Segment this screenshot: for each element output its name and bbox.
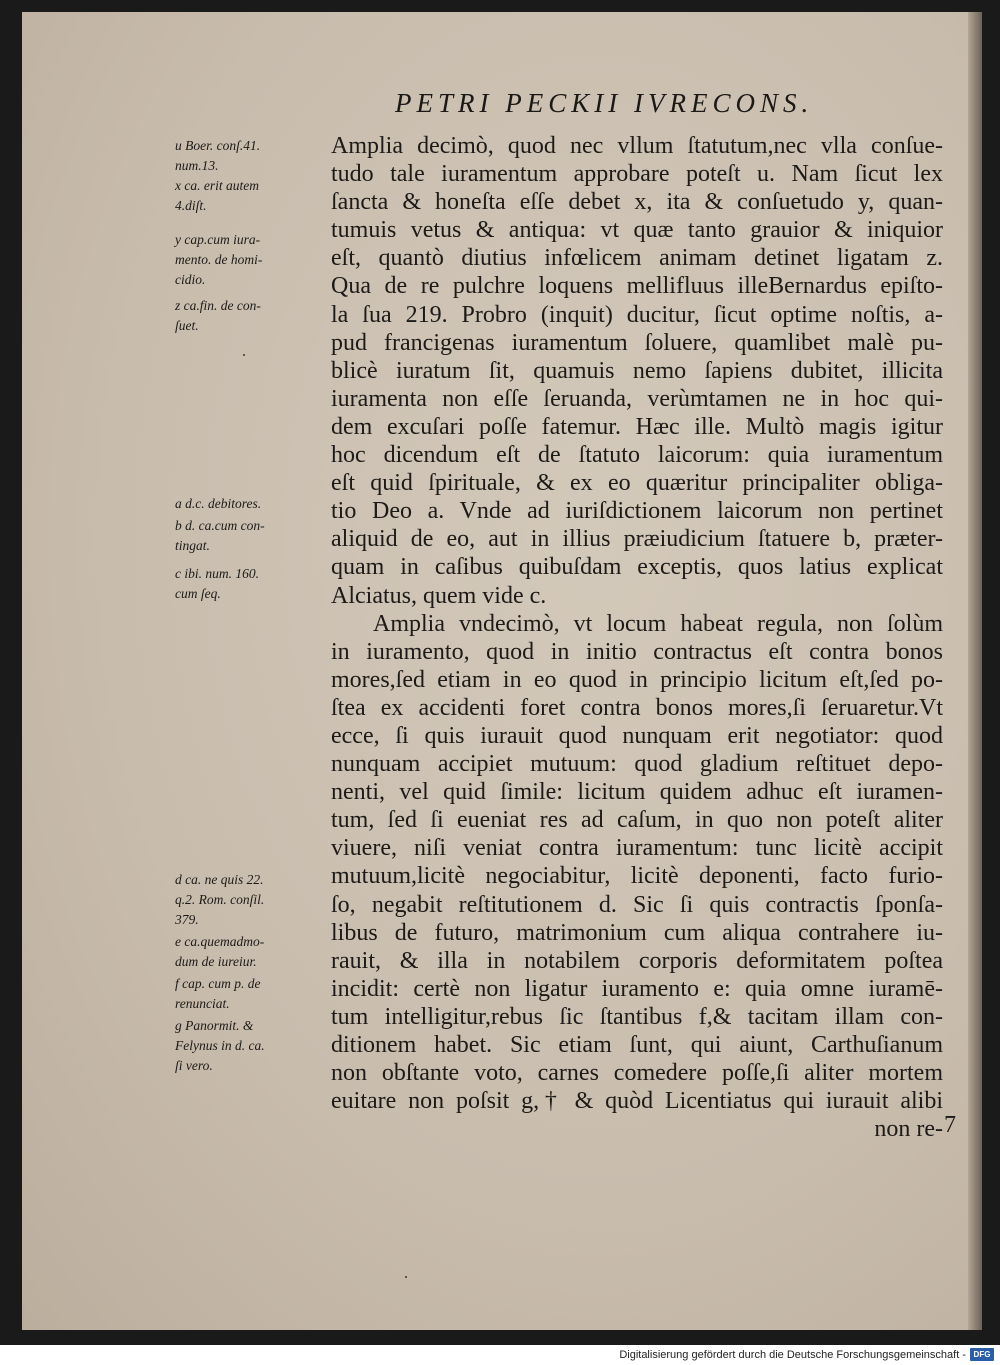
margin-note-line: z ca.fin. de con- (175, 298, 261, 313)
margin-note-line: g Panormit. & (175, 1018, 254, 1033)
margin-note-line: 4.diſt. (175, 198, 207, 213)
text-line: Alciatus, quem vide c. (331, 582, 547, 609)
margin-note (175, 1016, 327, 1076)
text-line: Qua de re pulchre loquens mellifluus illeBernardus epiſto- (331, 273, 943, 300)
text-line: tudo tale iuramentum approbare poteſt u. Nam ſicut lex (331, 161, 943, 188)
text-line: nenti, vel quid ſimile: licitum quidem adhuc eſt iuramen- (331, 779, 943, 806)
text-line: ſancta & honeſta eſſe debet x, ita & conſuetudo y, quan- (331, 189, 943, 216)
text-line: eſt, quantò diutius infœlicem animam detinet ligatam z. (331, 245, 943, 272)
text-line: non re- (874, 1116, 943, 1143)
text-line: libus de futuro, matrimonium cum aliqua contrahere iu- (331, 919, 943, 946)
margin-note (175, 176, 327, 216)
main-text-block (331, 132, 943, 1143)
margin-note-line: tingat. (175, 538, 210, 553)
running-head: PETRI PECKII IVRECONS. (395, 88, 814, 118)
margin-note (175, 564, 327, 604)
text-line: tum intelligitur,rebus ſic ſtantibus f,& tacitam illam con- (331, 1003, 943, 1030)
text-line: mores,ſed etiam in eo quod in principio licitum eſt,ſed po- (331, 666, 943, 693)
margin-note (175, 870, 327, 930)
text-line: ſtea ex accidenti foret contra bonos mores,ſi ſeruaretur.Vt (331, 694, 943, 721)
margin-note-line: f cap. cum p. de (175, 976, 261, 991)
text-line: dem excuſari poſſe fatemur. Hæc ille. Multò magis igitur (331, 413, 943, 440)
margin-note (175, 494, 327, 514)
text-line: nunquam accipiet mutuum: quod gladium reſtituet depo- (331, 751, 943, 778)
text-line: aliquid de eo, aut in illius præiudicium ſtatuere b, præter- (331, 526, 943, 553)
text-line: tio Deo a. Vnde ad iuriſdictionem laicorum non pertinet (331, 498, 943, 525)
margin-note (175, 516, 327, 556)
ink-speck (405, 1276, 407, 1278)
margin-note-line: a d.c. debitores. (175, 496, 262, 511)
text-line: pud francigenas iuramentum ſoluere, quamlibet malè pu- (331, 329, 943, 356)
text-line: ecce, ſi quis iurauit quod nunquam erit negotiator: quod (331, 722, 943, 749)
margin-note-line: ſuet. (175, 318, 199, 333)
text-line: in iuramento, quod in initio contractus eſt contra bonos (331, 638, 943, 665)
margin-note (175, 296, 327, 336)
text-line: hoc dicendum eſt de ſtatuto laicorum: quia iuramentum (331, 442, 943, 469)
text-line: ſo, negabit reſtitutionem d. Sic ſi quis contractis ſponſa- (331, 891, 943, 918)
dfg-logo: DFG (970, 1348, 994, 1361)
margin-note-line: b d. ca.cum con- (175, 518, 265, 533)
digitization-footer (0, 1345, 1000, 1365)
text-line: eſt quid ſpirituale, & ex eo quæritur principaliter obliga- (331, 470, 943, 497)
margin-note-line: 379. (175, 912, 199, 927)
text-line: euitare non poſsit g,† & quòd Licentiatus qui iurauit alibi (331, 1088, 943, 1115)
text-line: Amplia decimò, quod nec vllum ſtatutum,nec vlla conſue- (331, 133, 943, 159)
text-line: ditionem habet. Sic etiam ſunt, qui aiunt, Carthuſianum (331, 1032, 943, 1058)
margin-note-line: c ibi. num. 160. (175, 566, 259, 581)
text-line: non obſtante voto, carnes comedere poſſe,ſi aliter mortem (331, 1060, 943, 1087)
margin-note-line: e ca.quemadmo- (175, 934, 265, 949)
text-line: la ſua 219. Probro (inquit) ducitur, ſicut optime noſtis, a- (331, 301, 943, 328)
margin-note-line: cum ſeq. (175, 586, 221, 601)
text-line: quam in caſibus quibuſdam exceptis, quos latius explicat (331, 554, 943, 581)
text-line: iuramenta non eſſe ſeruanda, verùmtamen ne in hoc qui- (331, 385, 943, 412)
page-edge-shadow (968, 12, 982, 1330)
text-line: mutuum,licitè negociabitur, licitè deponenti, facto furio- (331, 863, 943, 890)
margin-note-line: d ca. ne quis 22. (175, 872, 264, 887)
margin-note-line: num.13. (175, 158, 219, 173)
text-line: rauit, & illa in notabilem corporis deformitatem poſtea (331, 947, 943, 974)
margin-note (175, 136, 327, 176)
margin-note-line: y cap.cum iura- (175, 232, 261, 247)
margin-note-line: dum de iureiur. (175, 954, 257, 969)
margin-note-line: cidio. (175, 272, 206, 287)
margin-note (175, 932, 327, 972)
margin-note-line: mento. de homi- (175, 252, 263, 267)
text-line: incidit: certè non ligatur iuramento e: quia omne iuramē- (331, 975, 943, 1002)
ink-speck (243, 354, 245, 356)
text-line: blicè iuratum ſit, quamuis nemo ſapiens dubitet, illicita (331, 357, 943, 384)
margin-note-line: u Boer. conſ.41. (175, 138, 261, 153)
margin-note (175, 974, 327, 1014)
margin-note (175, 230, 327, 290)
margin-note-line: Felynus in d. ca. (175, 1038, 265, 1053)
text-line: tumuis vetus & antiqua: vt quæ tanto grauior & iniquior (331, 217, 943, 244)
page-number: 7 (944, 1112, 956, 1138)
text-line: tum, ſed ſi eueniat res ad caſum, in quo non poteſt aliter (331, 807, 943, 834)
margin-note-line: x ca. erit autem (175, 178, 259, 193)
text-line: Amplia vndecimò, vt locum habeat regula, non ſolùm (373, 610, 943, 637)
text-line: viuere, niſi veniat contra iuramentum: tunc licitè accipit (331, 835, 943, 862)
margin-note-line: q.2. Rom. conſil. (175, 892, 265, 907)
margin-note-line: ſi vero. (175, 1058, 213, 1073)
footer-credit: Digitalisierung gefördert durch die Deutsche Forschungsgemeinschaft - (619, 1349, 966, 1361)
margin-note-line: renunciat. (175, 996, 230, 1011)
